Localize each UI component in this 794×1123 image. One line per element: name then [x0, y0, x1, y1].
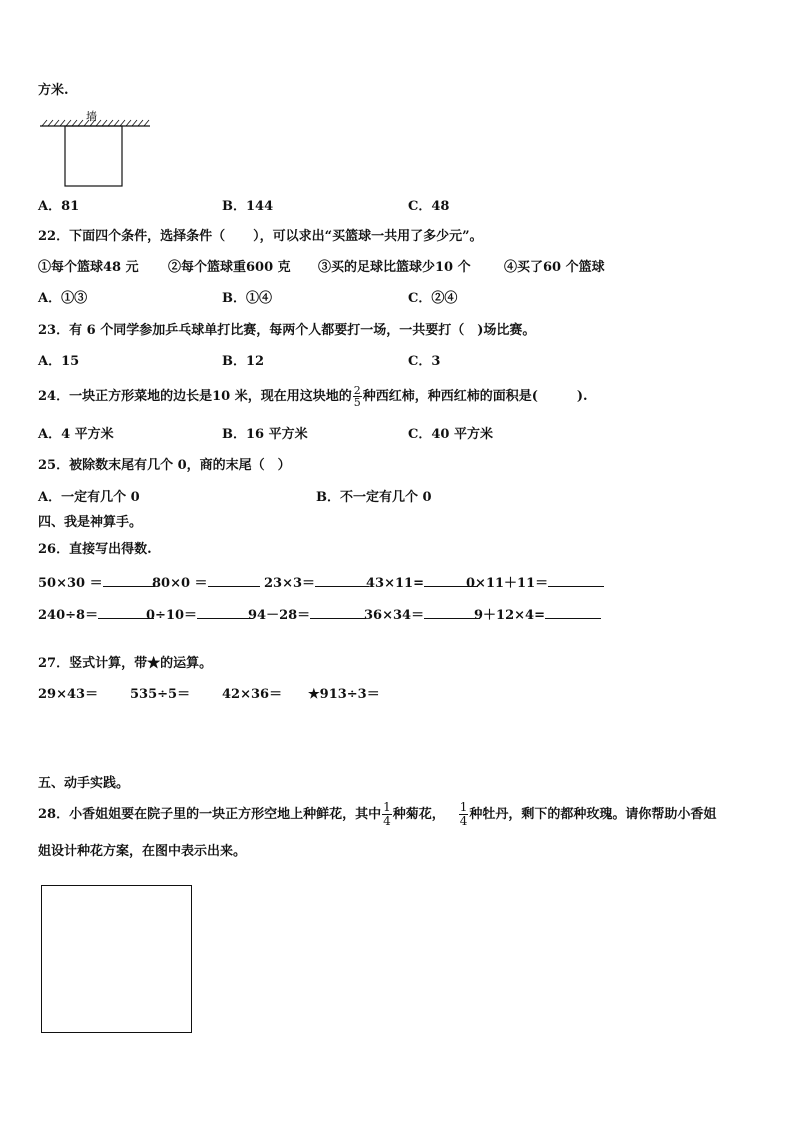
q26-item — [146, 604, 253, 625]
q26-question: 26．直接写出得数. — [38, 542, 152, 557]
answer-blank[interactable] — [208, 572, 260, 587]
section-4-heading: 四、我是神算手。 — [38, 515, 143, 530]
wall-figure — [38, 106, 154, 190]
q26-item — [364, 604, 480, 625]
q21-option-c[interactable]: C．48 — [408, 199, 450, 214]
wall-label: 墙 — [86, 110, 97, 123]
answer-blank[interactable] — [424, 604, 480, 619]
q22-option-c[interactable]: C．②④ — [408, 291, 458, 306]
q28-text-mid: 种菊花， — [392, 807, 445, 822]
q26-expr: 0×11＋11＝ — [466, 576, 549, 591]
q26-expr: 240÷8＝ — [38, 608, 99, 623]
q28-fraction-2 — [459, 801, 469, 828]
q22-condition-2: ②每个篮球重600 克 — [168, 260, 291, 275]
q26-item — [152, 572, 260, 593]
q27-item-1: 29×43＝ — [38, 687, 99, 702]
q24-option-c[interactable]: C．40 平方米 — [408, 427, 493, 442]
q23-question: 23．有 6 个同学参加乒乓球单打比赛，每两个人都要打一场，一共要打（ )场比赛。 — [38, 323, 536, 338]
q27-item-2: 535÷5＝ — [130, 687, 191, 702]
q24-text-before: 24．一块正方形菜地的边长是10 米，现在用这块地的 — [38, 389, 352, 404]
q26-expr: 94－28＝ — [248, 608, 311, 623]
answer-blank[interactable] — [545, 604, 601, 619]
q28-text-line2: 姐设计种花方案，在图中表示出来。 — [38, 844, 247, 859]
q26-expr: 9＋12×4= — [474, 608, 545, 623]
q28-text-before: 28．小香姐姐要在院子里的一块正方形空地上种鲜花，其中 — [38, 807, 382, 822]
q21-option-a[interactable]: A．81 — [38, 199, 80, 214]
q26-expr: 23×3＝ — [264, 576, 316, 591]
square-drawing-area[interactable] — [41, 885, 192, 1033]
q23-option-b[interactable]: B．12 — [222, 354, 265, 369]
q22-option-b[interactable]: B．①④ — [222, 291, 272, 306]
q23-option-a[interactable]: A．15 — [38, 354, 80, 369]
intro-text: 方米. — [38, 83, 69, 98]
q26-item — [264, 572, 369, 593]
answer-blank[interactable] — [103, 572, 155, 587]
q25-question: 25．被除数末尾有几个 0，商的末尾（ ） — [38, 458, 291, 473]
q26-expr: 43×11= — [366, 576, 424, 591]
q26-item — [466, 572, 604, 593]
section-5-heading: 五、动手实践。 — [38, 776, 130, 791]
q22-condition-3: ③买的足球比篮球少10 个 — [318, 260, 471, 275]
answer-blank[interactable] — [197, 604, 253, 619]
q24-option-a[interactable]: A．4 平方米 — [38, 427, 114, 442]
q24-frac-den: 5 — [353, 396, 361, 409]
q27-item-4: ★913÷3＝ — [308, 687, 380, 702]
q28-text-after: 种牡丹，剩下的都种玫瑰。请你帮助小香姐 — [469, 807, 717, 822]
q23-option-c[interactable]: C．3 — [408, 354, 441, 369]
answer-blank[interactable] — [310, 604, 366, 619]
q24-option-b[interactable]: B．16 平方米 — [222, 427, 308, 442]
q24-question — [38, 384, 588, 410]
q26-expr: 36×34＝ — [364, 608, 425, 623]
q28-frac2-num: 1 — [459, 800, 468, 814]
q22-text-before: 22．下面四个条件，选择条件（ — [38, 229, 226, 244]
answer-blank[interactable] — [315, 572, 369, 587]
q24-fraction — [353, 385, 362, 408]
q24-frac-num: 2 — [353, 384, 361, 397]
q22-text-after: ），可以求出“买篮球一共用了多少元”。 — [253, 229, 483, 244]
q26-item — [474, 604, 601, 625]
q21-option-b[interactable]: B．144 — [222, 199, 274, 214]
q28-fraction-1 — [382, 801, 392, 828]
q28-question — [38, 800, 716, 830]
q27-question: 27．竖式计算，带★的运算。 — [38, 656, 213, 671]
q26-expr: 80×0 ＝ — [152, 576, 208, 591]
q28-frac1-num: 1 — [383, 800, 391, 814]
q22-condition-4: ④买了60 个篮球 — [504, 260, 605, 275]
q26-expr: 50×30 ＝ — [38, 576, 103, 591]
q26-item — [38, 604, 154, 625]
q25-option-b[interactable]: B．不一定有几个 0 — [316, 490, 432, 505]
q27-item-3: 42×36＝ — [222, 687, 283, 702]
q22-question — [38, 228, 483, 246]
q26-item — [248, 604, 366, 625]
q26-item — [366, 572, 478, 593]
q22-option-a[interactable]: A．①③ — [38, 291, 88, 306]
q22-condition-1: ①每个篮球48 元 — [38, 260, 139, 275]
q28-frac1-den: 4 — [383, 814, 391, 828]
q24-text-after: 种西红柿，种西红柿的面积是( ). — [362, 389, 588, 404]
q26-item — [38, 572, 155, 593]
q26-expr: 0÷10＝ — [146, 608, 198, 623]
q25-option-a[interactable]: A．一定有几个 0 — [38, 490, 140, 505]
answer-blank[interactable] — [548, 572, 604, 587]
q28-frac2-den: 4 — [459, 814, 468, 828]
